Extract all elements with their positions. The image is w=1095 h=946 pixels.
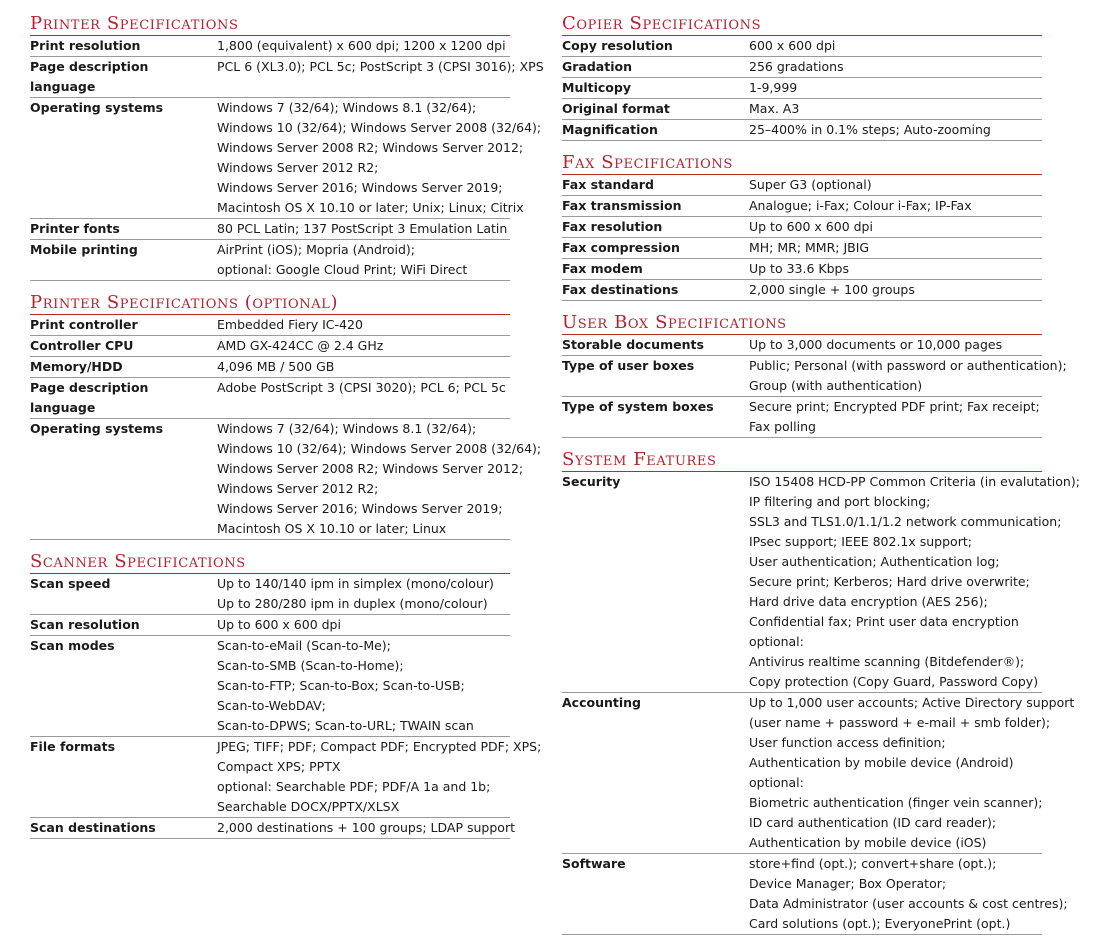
spec-value-line: Copy protection (Copy Guard, Password Copy)	[749, 674, 1039, 689]
spec-table	[562, 174, 1042, 301]
spec-value	[749, 36, 1042, 56]
spec-row	[30, 240, 510, 281]
spec-value-line: Authentication by mobile device (Android)	[749, 755, 1014, 770]
spec-label: Fax destinations	[562, 282, 679, 297]
right-column	[562, 13, 1080, 946]
spec-value	[749, 99, 1042, 119]
spec-value-line: optional:	[749, 775, 804, 790]
spec-table	[562, 35, 1042, 141]
spec-row	[30, 336, 510, 357]
spec-value	[217, 737, 541, 817]
spec-value-line: Up to 600 x 600 dpi	[749, 219, 873, 234]
spec-value-line: Windows Server 2008 R2; Windows Server 2012;	[217, 461, 524, 476]
spec-row	[30, 219, 510, 240]
spec-value	[749, 196, 1042, 216]
spec-row	[562, 280, 1042, 301]
spec-value-line: Data Administrator (user accounts & cost centres);	[749, 896, 1068, 911]
spec-value-line: Windows Server 2008 R2; Windows Server 2012;	[217, 140, 524, 155]
spec-value-line: Up to 1,000 user accounts; Active Directory support	[749, 695, 1075, 710]
spec-value-line: optional: Searchable PDF; PDF/A 1a and 1b;	[217, 779, 491, 794]
section-title: Printer Specifications	[30, 13, 239, 34]
spec-value	[217, 98, 541, 218]
spec-value	[217, 357, 510, 377]
spec-value	[749, 335, 1042, 355]
spec-value-line: (user name + password + e-mail + smb folder);	[749, 715, 1051, 730]
spec-value	[749, 356, 1067, 396]
spec-value-line: Group (with authentication)	[749, 378, 923, 393]
spec-label: Type of user boxes	[562, 358, 695, 373]
spec-row	[30, 57, 544, 98]
spec-value-line: 1,800 (equivalent) x 600 dpi; 1200 x 1200 dpi	[217, 38, 506, 53]
spec-label: Scan modes	[30, 638, 115, 653]
spec-value-line: 1-9,999	[749, 80, 798, 95]
spec-value-line: Windows 7 (32/64); Windows 8.1 (32/64);	[217, 100, 477, 115]
spec-label: Gradation	[562, 59, 632, 74]
spec-value-line: Windows Server 2016; Windows Server 2019;	[217, 180, 503, 195]
spec-value-line: ID card authentication (ID card reader);	[749, 815, 997, 830]
spec-row	[30, 574, 510, 615]
spec-row	[562, 335, 1042, 356]
spec-table	[30, 35, 544, 281]
section-fax-specifications	[562, 152, 1042, 301]
spec-row	[562, 238, 1042, 259]
spec-value	[749, 120, 1042, 140]
spec-value	[749, 259, 1042, 279]
spec-table	[30, 314, 542, 540]
spec-value-line: IP filtering and port blocking;	[749, 494, 931, 509]
spec-label: Security	[562, 474, 621, 489]
spec-value-line: 80 PCL Latin; 137 PostScript 3 Emulation Latin	[217, 221, 508, 236]
left-column	[30, 13, 544, 850]
spec-label: Memory/HDD	[30, 359, 123, 374]
spec-row	[30, 357, 510, 378]
spec-table	[562, 334, 1067, 438]
spec-label: Fax compression	[562, 240, 680, 255]
spec-row	[562, 175, 1042, 196]
spec-value-line: IPsec support; IEEE 802.1x support;	[749, 534, 972, 549]
spec-value-line: Super G3 (optional)	[749, 177, 872, 192]
spec-value-line: PCL 6 (XL3.0); PCL 5c; PostScript 3 (CPSI 3016); XPS	[217, 59, 544, 74]
spec-value-line: Up to 600 x 600 dpi	[217, 617, 341, 632]
spec-value	[217, 336, 510, 356]
spec-value-line: Scan-to-SMB (Scan-to-Home);	[217, 658, 404, 673]
section-title: Fax Specifications	[562, 152, 733, 173]
spec-value-line: Macintosh OS X 10.10 or later; Linux	[217, 521, 447, 536]
spec-row	[562, 854, 1068, 935]
spec-label: Magnification	[562, 122, 658, 137]
spec-row	[562, 356, 1067, 397]
spec-value-line: JPEG; TIFF; PDF; Compact PDF; Encrypted PDF; XPS;	[217, 739, 542, 754]
spec-label: Storable documents	[562, 337, 704, 352]
spec-label: Print controller	[30, 317, 138, 332]
spec-value-line: User function access definition;	[749, 735, 946, 750]
spec-value-line: Secure print; Encrypted PDF print; Fax receipt;	[749, 399, 1040, 414]
spec-label: Type of system boxes	[562, 399, 714, 414]
spec-label: Scan speed	[30, 576, 111, 591]
spec-label: Fax modem	[562, 261, 643, 276]
spec-value	[749, 175, 1042, 195]
spec-label: Scan destinations	[30, 820, 156, 835]
spec-label: Operating systems	[30, 100, 164, 115]
spec-value	[749, 238, 1042, 258]
spec-label: Mobile printing	[30, 242, 138, 257]
spec-value	[217, 219, 510, 239]
spec-label: Fax transmission	[562, 198, 682, 213]
spec-row	[562, 472, 1080, 693]
spec-label: File formats	[30, 739, 116, 754]
spec-value-line: Up to 140/140 ipm in simplex (mono/colour)	[217, 576, 494, 591]
section-copier-specifications	[562, 13, 1042, 141]
section-title: System Features	[562, 449, 717, 470]
spec-value-line: Adobe PostScript 3 (CPSI 3020); PCL 6; PCL 5c	[217, 380, 506, 395]
spec-value-line: Searchable DOCX/PPTX/XLSX	[217, 799, 400, 814]
spec-label: Software	[562, 856, 626, 871]
spec-row	[30, 419, 542, 540]
spec-value-line: User authentication; Authentication log;	[749, 554, 1000, 569]
spec-value-line: 4,096 MB / 500 GB	[217, 359, 335, 374]
spec-label: Original format	[562, 101, 670, 116]
spec-row	[30, 636, 510, 737]
spec-value-line: Card solutions (opt.); EveryonePrint (opt.)	[749, 916, 1011, 931]
spec-value-line: 600 x 600 dpi	[749, 38, 836, 53]
spec-label: Print resolution	[30, 38, 141, 53]
spec-value-line: Scan-to-WebDAV;	[217, 698, 326, 713]
spec-row	[562, 397, 1042, 438]
spec-value	[217, 240, 510, 280]
spec-row	[562, 259, 1042, 280]
spec-value	[749, 854, 1068, 934]
spec-value-line: SSL3 and TLS1.0/1.1/1.2 network communication;	[749, 514, 1062, 529]
spec-label: Printer fonts	[30, 221, 120, 236]
spec-row	[30, 378, 510, 419]
spec-label: Scan resolution	[30, 617, 140, 632]
spec-value	[749, 217, 1042, 237]
section-title: User Box Specifications	[562, 312, 787, 333]
spec-row	[562, 196, 1042, 217]
spec-value-line: Windows Server 2016; Windows Server 2019;	[217, 501, 503, 516]
spec-value-line: Windows 10 (32/64); Windows Server 2008 (32/64);	[217, 441, 542, 456]
spec-row	[30, 315, 510, 336]
spec-value	[217, 818, 515, 838]
spec-label: Copy resolution	[562, 38, 673, 53]
spec-row	[562, 57, 1042, 78]
section-title: Copier Specifications	[562, 13, 762, 34]
spec-value-line: Up to 33.6 Kbps	[749, 261, 849, 276]
spec-value-line: AMD GX-424CC @ 2.4 GHz	[217, 338, 384, 353]
spec-value	[749, 78, 1042, 98]
spec-row	[562, 78, 1042, 99]
spec-row	[562, 120, 1042, 141]
spec-value-line: Windows Server 2012 R2;	[217, 160, 379, 175]
spec-value	[749, 397, 1042, 437]
spec-label: Fax standard	[562, 177, 654, 192]
spec-value-line: ISO 15408 HCD-PP Common Criteria (in evalutation);	[749, 474, 1080, 489]
spec-value-line: Scan-to-eMail (Scan-to-Me);	[217, 638, 391, 653]
spec-value-line: Compact XPS; PPTX	[217, 759, 341, 774]
spec-label: Page description language	[30, 380, 149, 415]
spec-value-line: Biometric authentication (finger vein scanner);	[749, 795, 1043, 810]
spec-value-line: Authentication by mobile device (iOS)	[749, 835, 987, 850]
spec-value	[749, 280, 1042, 300]
spec-row	[562, 693, 1075, 854]
spec-value	[217, 315, 510, 335]
spec-value-line: Device Manager; Box Operator;	[749, 876, 947, 891]
spec-value-line: Fax polling	[749, 419, 816, 434]
spec-label: Accounting	[562, 695, 641, 710]
spec-value-line: Up to 3,000 documents or 10,000 pages	[749, 337, 1003, 352]
spec-value	[749, 57, 1042, 77]
spec-table	[30, 573, 542, 839]
spec-value-line: 256 gradations	[749, 59, 844, 74]
spec-value-line: Antivirus realtime scanning (Bitdefender®);	[749, 654, 1025, 669]
spec-value-line: 2,000 single + 100 groups	[749, 282, 915, 297]
spec-value-line: Windows 7 (32/64); Windows 8.1 (32/64);	[217, 421, 477, 436]
spec-label: Fax resolution	[562, 219, 663, 234]
spec-value-line: MH; MR; MMR; JBIG	[749, 240, 870, 255]
spec-value	[217, 378, 510, 418]
section-user-box-specifications	[562, 312, 1067, 438]
spec-row	[30, 818, 515, 839]
spec-value-line: AirPrint (iOS); Mopria (Android);	[217, 242, 415, 257]
spec-value	[217, 636, 510, 736]
spec-value-line: 25–400% in 0.1% steps; Auto-zooming	[749, 122, 991, 137]
spec-value	[217, 57, 544, 97]
spec-value-line: optional: Google Cloud Print; WiFi Direct	[217, 262, 468, 277]
spec-value-line: Windows 10 (32/64); Windows Server 2008 (32/64);	[217, 120, 542, 135]
spec-value-line: Hard drive data encryption (AES 256);	[749, 594, 988, 609]
spec-value-line: Windows Server 2012 R2;	[217, 481, 379, 496]
spec-label: Multicopy	[562, 80, 631, 95]
spec-value	[749, 472, 1080, 692]
section-scanner-specifications	[30, 551, 542, 839]
spec-value-line: Secure print; Kerberos; Hard drive overwrite;	[749, 574, 1030, 589]
spec-value-line: Max. A3	[749, 101, 800, 116]
spec-value	[217, 615, 510, 635]
spec-row	[30, 737, 542, 818]
spec-value-line: Analogue; i-Fax; Colour i-Fax; IP-Fax	[749, 198, 972, 213]
spec-value	[217, 419, 541, 539]
spec-value	[217, 36, 510, 56]
spec-value-line: store+find (opt.); convert+share (opt.);	[749, 856, 997, 871]
section-printer-specifications-optional	[30, 292, 542, 540]
spec-value-line: Up to 280/280 ipm in duplex (mono/colour)	[217, 596, 488, 611]
spec-value-line: Macintosh OS X 10.10 or later; Unix; Linux; Citrix	[217, 200, 524, 215]
spec-label: Operating systems	[30, 421, 164, 436]
spec-row	[30, 615, 510, 636]
spec-label: Controller CPU	[30, 338, 134, 353]
section-title: Printer Specifications (optional)	[30, 292, 339, 313]
spec-label: Page description language	[30, 59, 149, 94]
spec-row	[562, 36, 1042, 57]
spec-value-line: optional:	[749, 634, 804, 649]
section-system-features	[562, 449, 1080, 935]
spec-value-line: 2,000 destinations + 100 groups; LDAP support	[217, 820, 515, 835]
spec-value	[749, 693, 1074, 853]
spec-value-line: Scan-to-FTP; Scan-to-Box; Scan-to-USB;	[217, 678, 465, 693]
spec-row	[30, 98, 542, 219]
spec-value-line: Embedded Fiery IC-420	[217, 317, 363, 332]
spec-value-line: Confidential fax; Print user data encryption	[749, 614, 1019, 629]
spec-value	[217, 574, 510, 614]
spec-row	[30, 36, 510, 57]
spec-value-line: Scan-to-DPWS; Scan-to-URL; TWAIN scan	[217, 718, 474, 733]
spec-value-line: Public; Personal (with password or authentication);	[749, 358, 1067, 373]
section-title: Scanner Specifications	[30, 551, 246, 572]
section-printer-specifications	[30, 13, 544, 281]
spec-row	[562, 99, 1042, 120]
spec-table	[562, 471, 1080, 935]
spec-row	[562, 217, 1042, 238]
